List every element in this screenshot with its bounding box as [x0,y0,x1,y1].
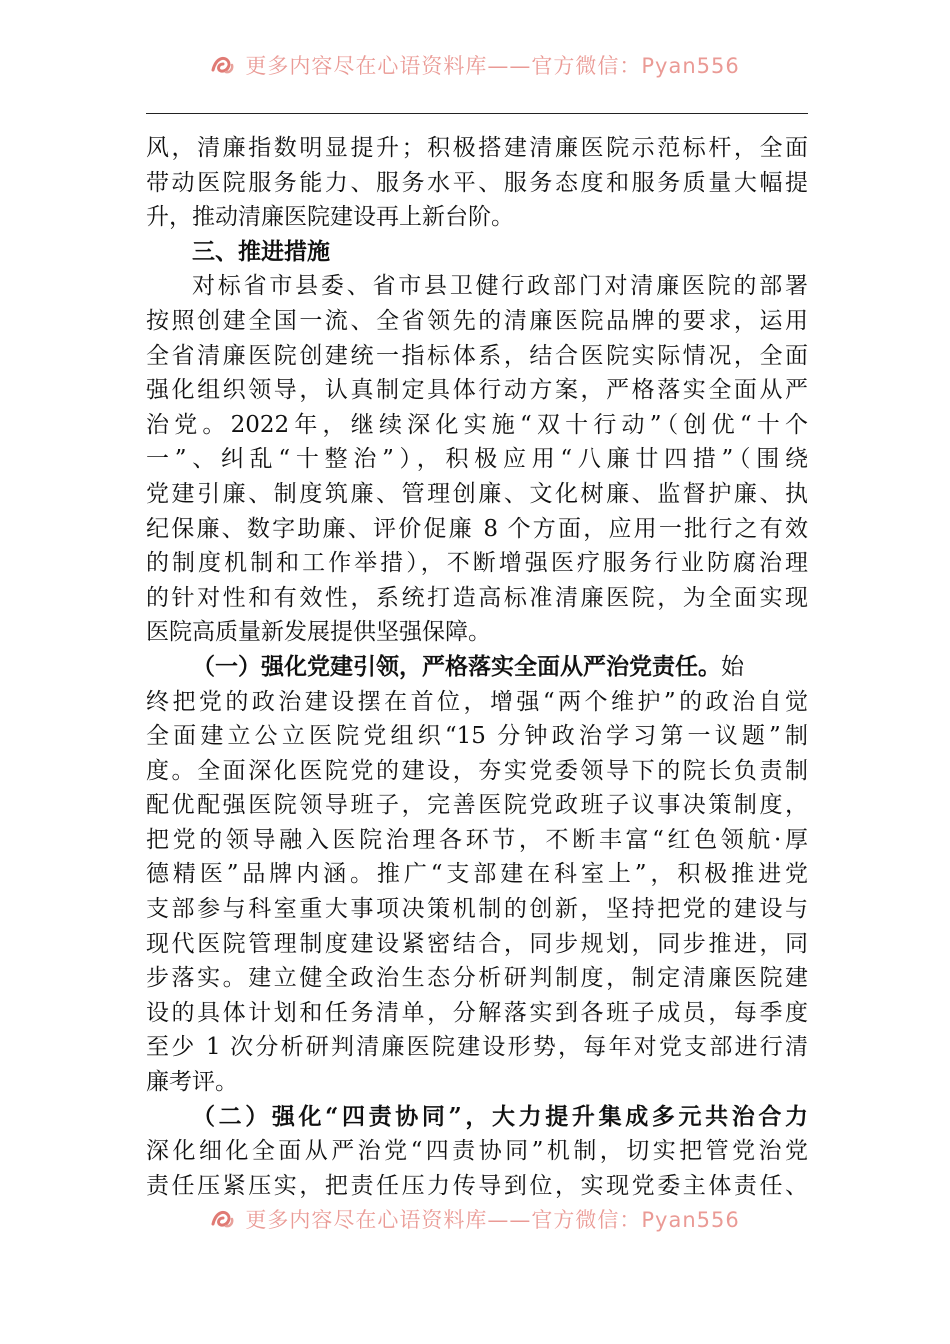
logo-icon [210,52,236,78]
body-line: 风，清廉指数明显提升；积极搭建清廉医院示范标杆，全面 [146,135,808,161]
body-line: 的制度机制和工作举措），不断增强医疗服务行业防腐治理 [146,550,808,577]
body-line: 党建引廉、制度筑廉、管理创廉、文化树廉、监督护廉、执 [146,480,808,507]
body-line: 支部参与科室重大事项决策机制的创新，坚持把党的建设与 [146,896,808,923]
body-line: 现代医院管理制度建设紧密结合，同步规划，同步推进，同 [146,930,808,957]
body-line: 全省清廉医院创建统一指标体系，结合医院实际情况，全面 [146,342,808,369]
body-line: 纪保廉、数字助廉、评价促廉 8 个方面，应用一批行之有效 [146,515,808,542]
body-line: 步落实。建立健全政治生态分析研判制度，制定清廉医院建 [146,965,808,992]
body-line: 按照创建全国一流、全省领先的清廉医院品牌的要求，运用 [146,307,808,334]
header-watermark [0,50,950,86]
body-line: 德精医”品牌内涵。推广“支部建在科室上”，积极推进党 [146,861,808,888]
body-line: 升，推动清廉医院建设再上新台阶。 [146,204,514,231]
body-line: 对标省市县委、省市县卫健行政部门对清廉医院的部署 [192,273,808,300]
body-line: 治党。2022年，继续深化实施“双十行动”（创优“十个 [146,411,808,438]
body-line: 至少 1 次分析研判清廉医院建设形势，每年对党支部进行清 [146,1034,808,1061]
body-line: 把党的领导融入医院治理各环节，不断丰富“红色领航·厚 [146,826,808,853]
body-line: 一”、纠乱“十整治”），积极应用“八廉廿四措”（围绕 [146,446,808,473]
section-heading: 三、推进措施 [192,237,330,265]
logo-icon [210,1206,236,1232]
body-line: 廉考评。 [146,1069,238,1096]
footer-watermark [0,1204,950,1240]
body-line: 医院高质量新发展提供坚强保障。 [146,619,491,646]
body-line: 全面建立公立医院党组织“15 分钟政治学习第一议题”制 [146,723,808,750]
body-line: 的针对性和有效性，系统打造高标准清廉医院，为全面实现 [146,584,808,611]
subsection-line [146,650,808,685]
body-line: 责任压紧压实，把责任压力传导到位，实现党委主体责任、 [146,1172,808,1199]
watermark-text: 更多内容尽在心语资料库——官方微信：Pyan556 [245,54,740,78]
body-line: 带动医院服务能力、服务水平、服务态度和服务质量大幅提 [146,169,808,196]
watermark-text: 更多内容尽在心语资料库——官方微信：Pyan556 [245,1208,740,1232]
body-line: 度。全面深化医院党的建设，夯实党委领导下的院长负责制 [146,757,808,784]
body-line: 深化细化全面从严治党“四责协同”机制，切实把管党治党 [146,1138,808,1165]
body-line: 配优配强医院领导班子，完善医院党政班子议事决策制度， [146,792,808,819]
subsection-heading: （一）强化党建引领，严格落实全面从严治党责任。 [192,652,721,680]
subsection-heading: （二）强化“四责协同”，大力提升集成多元共治合力 [192,1102,808,1130]
body-line: 设的具体计划和任务清单，分解落实到各班子成员，每季度 [146,999,808,1026]
body-line: 强化组织领导，认真制定具体行动方案，严格落实全面从严 [146,377,808,404]
body-text: 始 [721,653,744,680]
body-line: 终把党的政治建设摆在首位，增强“两个维护”的政治自觉 [146,688,808,715]
header-rule [146,113,808,114]
document-body [146,131,808,1203]
